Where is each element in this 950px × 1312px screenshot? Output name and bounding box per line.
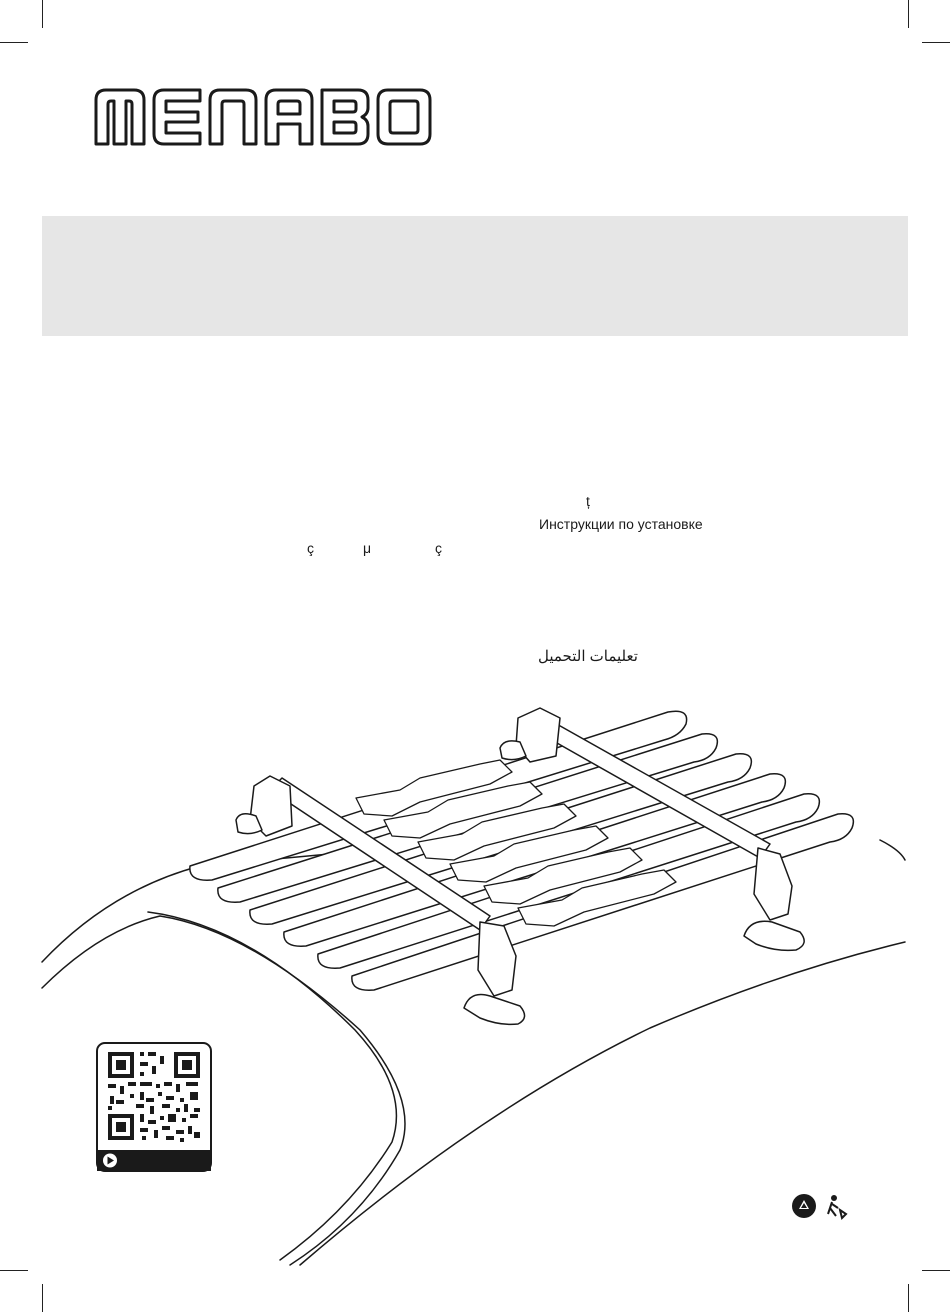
waste-disposal-icon (828, 1195, 846, 1218)
crop-mark (922, 42, 950, 43)
crop-mark (908, 0, 909, 28)
instruction-arabic: تعليمات التحميل (538, 648, 638, 665)
instruction-glyph-c2: ç (435, 540, 442, 556)
recycle-icon (792, 1194, 816, 1218)
disposal-icons (790, 1192, 850, 1220)
menabo-logo (92, 86, 434, 148)
instruction-russian: Инструкции по установке (539, 516, 703, 532)
play-icon (103, 1154, 117, 1168)
title-band (42, 216, 908, 336)
crop-mark (0, 42, 28, 43)
instruction-glyph-t: ț (586, 493, 590, 509)
instruction-glyph-c1: ç (307, 540, 314, 556)
crop-mark (42, 0, 43, 28)
qr-code[interactable] (96, 1042, 212, 1172)
instruction-glyph-mu: μ (363, 540, 372, 556)
